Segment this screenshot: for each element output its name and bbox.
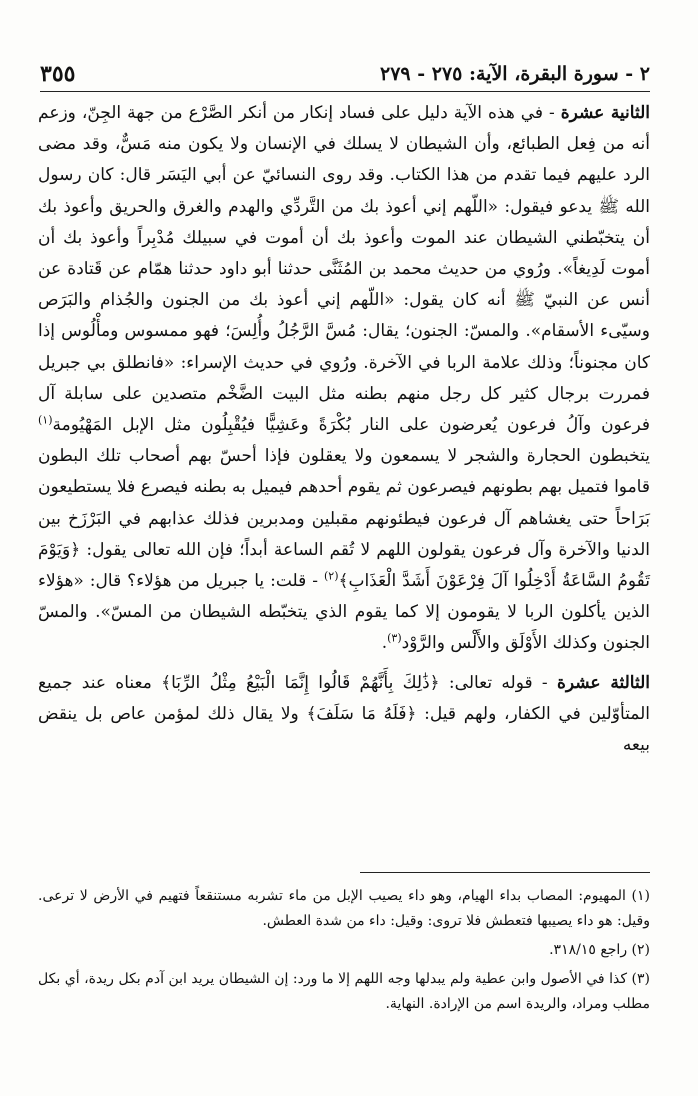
footnotes xyxy=(38,884,650,1021)
footnote-marker: (٣) xyxy=(387,631,402,645)
footnote-rule xyxy=(360,872,650,873)
footnote: (٣) كذا في الأصول وابن عطية ولم يبدلها وجه اللهم إلا ما ورد: إن الشيطان يريد ابن آدم بكل ريدة، أي بكل مطلب ومراد، والريدة اسم من الإرادة. النهاية. xyxy=(38,971,650,1012)
paragraph-text: يتخبطون الحجارة والشجر لا يسمعون ولا يعقلون فإذا أحسّ بهم أصحاب تلك البطون قاموا فتميل بهم بطونهم فيصرعون ثم يقوم أحدهم فيميل به بطنه فيصرع فلا يستطيعون بَرَاحاً حتى يغشاهم آل فرعون فيطئونهم مقبلين ومدبرين فذلك عذابهم في البَرْزَخ بين الدنيا والآخرة وآل فرعون يقولون اللهم لا تُقم الساعة أبداً؛ فإن الله تعالى يقول: ﴿وَيَوْمَ تَقُومُ السَّاعَةُ أَدْخِلُوا آلَ فِرْعَوْنَ أَشَدَّ الْعَذَابِ﴾ xyxy=(38,446,650,592)
footnote: (٢) راجع ٣١٨/١٥. xyxy=(549,942,650,958)
header-rule xyxy=(40,91,650,92)
section-heading: الثانية عشرة xyxy=(560,103,651,123)
footnote-marker: (١) xyxy=(38,413,53,427)
paragraph-text: - في هذه الآية دليل على فساد إنكار من أنكر الصَّرْع من جهة الجِنّ، وزعم أنه من فِعل الطبائع، وأن الشيطان لا يسلك في الإنسان ولا يكون منه مَسٌّ، وقد مضى الرد عليهم فيما تقدم من هذا الكتاب. وقد روى النسائيّ عن أبي اليَسَر قال: كان رسول الله ﷺ يدعو فيقول: «اللّهم إني أعوذ بك من التَّردِّي والهدم والغرق والحريق وأعوذ بك أن يتخبّطني الشيطان عند الموت وأعوذ بك أن أموت في سبيلك مُدْبِراً وأعوذ بك أن أموت لَدِيغاً». ورُوي من حديث محمد بن المُثَنَّى حدثنا أبو داود حدثنا همّام عن قَتادة عن أنس عن النبيّ ﷺ أنه كان يقول: «اللّهم إني أعوذ بك من الجنون والجُذام والبَرَص وسيّىء الأسقام». والمسّ: الجنون؛ يقال: مُسَّ الرَّجُلُ وأُلِسَ؛ فهو ممسوس ومأْلُوس إذا كان مجنوناً؛ وذلك علامة الربا في الآخرة. ورُوي في حديث الإسراء: «فانطلق بي جبريل فمررت برجال كثير كل رجل منهم بطنه مثل البيت الضَّخْم متصدين على سابلة آل فرعون وآلُ فرعون يُعرضون على النار بُكْرَةً وعَشِيًّا فيُقْبِلُون مثل الإبل المَهْيُومة xyxy=(38,103,650,436)
footnote-marker: (٢) xyxy=(323,569,339,583)
paragraph-text: - قلت: يا جبريل من هؤلاء؟ قال: «هؤلاء الذين يأكلون الربا لا يقومون إلا كما يقوم الذي يتخبّطه الشيطان من المسّ». والمسّ الجنون وكذلك الأَوْلَق والأَلْس والرَّوْد xyxy=(38,571,650,654)
footnote: (١) المهيوم: المصاب بداء الهيام، وهو داء يصيب الإبل من ماء تشربه مستنقعاً فتهيم في الأرض لا ترعى. وقيل: هو داء يصيبها فتعطش فلا تروى: وقيل: داء من شدة العطش. xyxy=(38,888,650,929)
paragraph-text: . xyxy=(381,633,388,654)
page-header xyxy=(40,56,650,92)
page-number: ٣٥٥ xyxy=(40,61,76,87)
running-title: ٢ - سورة البقرة، الآية: ٢٧٥ - ٢٧٩ xyxy=(379,63,650,85)
section-paragraph xyxy=(38,98,650,660)
paragraph-text: - قوله تعالى: ﴿ذَٰلِكَ بِأَنَّهُمْ قَالُوا إِنَّمَا الْبَيْعُ مِثْلُ الرِّبَا﴾ معناه عند جميع المتأوّلين في الكفار، ولهم قيل: ﴿فَلَهُ مَا سَلَفَ﴾ ولا يقال ذلك لمؤمن عاص بل ينقض بيعه xyxy=(38,672,650,756)
section-paragraph xyxy=(38,668,650,762)
section-heading: الثالثة عشرة xyxy=(556,672,650,693)
main-text xyxy=(38,98,650,761)
